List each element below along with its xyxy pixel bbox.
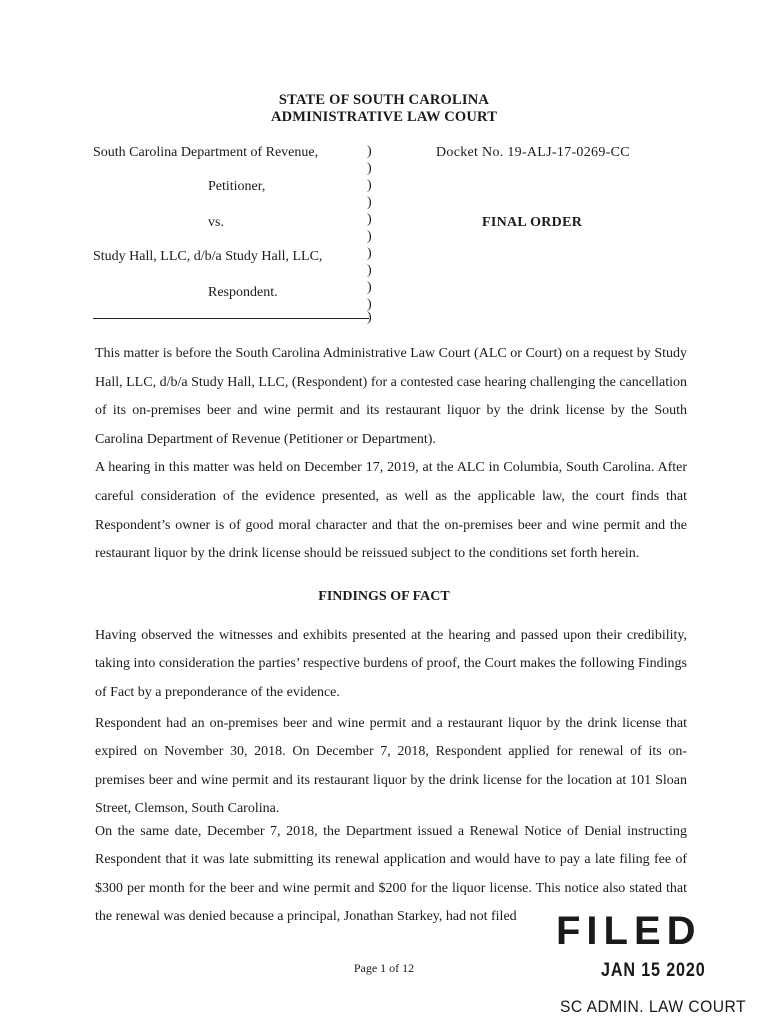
paren: ) <box>367 229 372 244</box>
filed-stamp-date: JAN 15 2020 <box>601 960 706 981</box>
paren: ) <box>367 246 372 261</box>
paren: ) <box>367 161 372 176</box>
paren: ) <box>367 195 372 210</box>
paren: ) <box>367 212 372 227</box>
petitioner-role: Petitioner, <box>208 179 266 194</box>
intro-paragraph: This matter is before the South Carolina Administrative Law Court (ALC or Court) on a request by Study Hall, LLC, d/b/a Study Hall, LLC, (Respondent) for a contested case hearing challenging the cancellation of its on-premises beer and wine permit and its restaurant liquor by the drink license by the South Carolina Department of Revenue (Petitioner or Department). <box>95 346 687 447</box>
fact-1-text: Respondent had an on-premises beer and wine permit and a restaurant liquor by the drink license that expired on November 30, 2018. On December 7, 2018, Respondent applied for renewal of its on-premises beer and wine permit and its restaurant liquor by the drink license for the location at 101 Sloan Street, Clemson, South Carolina. <box>95 716 687 817</box>
fact-2-text: On the same date, December 7, 2018, the Department issued a Renewal Notice of Denial instructing Respondent that it was late submitting its renewal application and would have to pay a late filing fee of $300 per month for the beer and wine permit and $200 for the liquor license. This notice also stated that the renewal was denied because a principal, Jonathan Starkey, had not filed <box>95 824 687 925</box>
petitioner-name: South Carolina Department of Revenue, <box>93 145 319 160</box>
state-title: STATE OF SOUTH CAROLINA <box>278 92 490 108</box>
paren: ) <box>367 144 372 159</box>
findings-intro-text: Having observed the witnesses and exhibits presented at the hearing and passed upon their credibility, taking into consideration the parties’ respective burdens of proof, the Court makes the following Findings of Fact by a preponderance of the evidence. <box>95 628 687 700</box>
paren: ) <box>367 280 372 295</box>
findings-intro-paragraph <box>95 622 687 707</box>
opening-section <box>95 340 687 569</box>
court-title: ADMINISTRATIVE LAW COURT <box>270 109 498 125</box>
hearing-paragraph: A hearing in this matter was held on December 17, 2019, at the ALC in Columbia, South Carolina. After careful consideration of the evidence presented, as well as the applicable law, the court finds that Respondent’s owner is of good moral character and that the on-premises beer and wine permit and the restaurant liquor by the drink license should be reissued subject to the conditions set forth herein. <box>95 460 687 562</box>
page-number: Page 1 of 12 <box>353 961 415 975</box>
respondent-role: Respondent. <box>208 285 278 300</box>
filed-stamp: FILED <box>556 909 702 953</box>
versus-label: vs. <box>208 215 224 230</box>
case-caption <box>93 143 713 328</box>
respondent-name: Study Hall, LLC, d/b/a Study Hall, LLC, <box>93 249 323 264</box>
caption-divider <box>93 318 369 319</box>
paren: ) <box>367 178 372 193</box>
filed-stamp-court: SC ADMIN. LAW COURT <box>560 997 747 1016</box>
order-title: FINAL ORDER <box>482 215 583 230</box>
paren: ) <box>367 310 372 325</box>
findings-heading: FINDINGS OF FACT <box>318 589 450 604</box>
paren: ) <box>367 263 372 278</box>
docket-number: Docket No. 19-ALJ-17-0269-CC <box>436 145 630 160</box>
paren: ) <box>367 297 372 312</box>
court-header <box>0 92 768 126</box>
fact-1-paragraph <box>95 710 687 824</box>
